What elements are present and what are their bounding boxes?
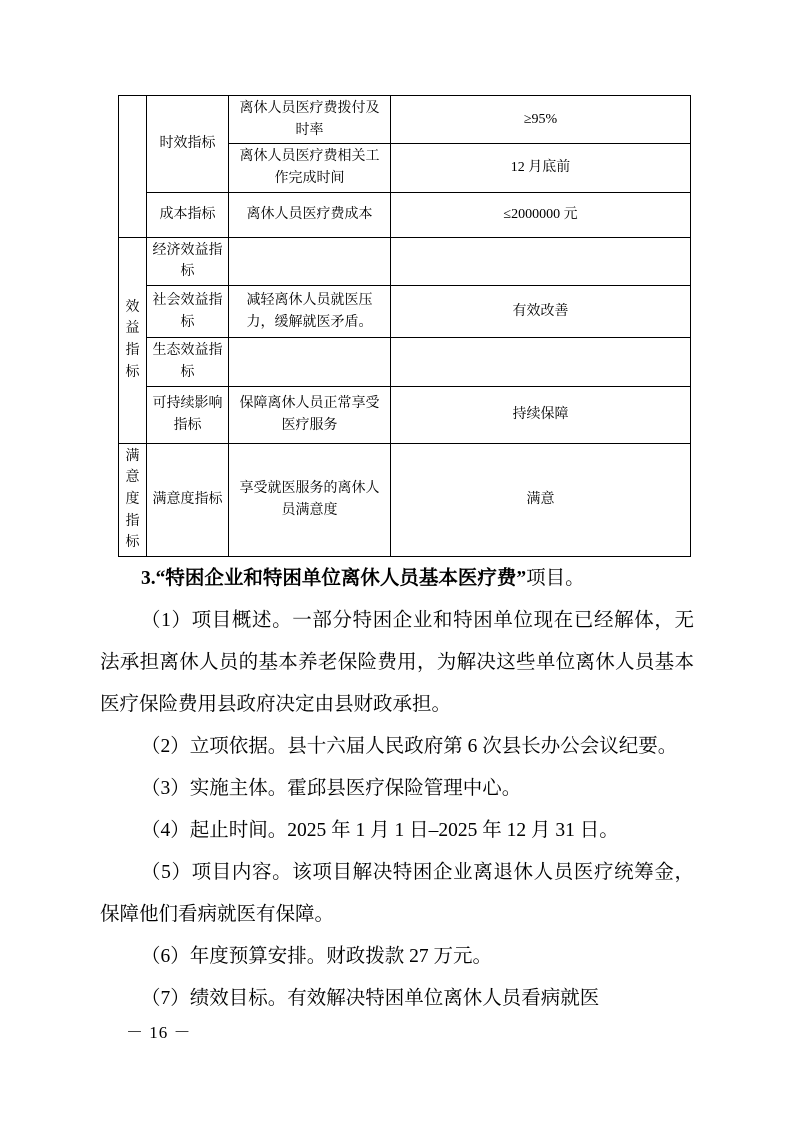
body-text bbox=[100, 558, 694, 1020]
subcategory-cell: 可持续影响指标 bbox=[147, 386, 229, 443]
indicator-cell: 保障离休人员正常享受医疗服务 bbox=[229, 386, 391, 443]
value-cell: 持续保障 bbox=[391, 386, 691, 443]
paragraph: （4）起止时间。2025 年 1 月 1 日–2025 年 12 月 31 日。 bbox=[141, 820, 619, 841]
group-cell-continued bbox=[119, 96, 147, 238]
indicator-cell: 离休人员医疗费成本 bbox=[229, 192, 391, 237]
group-cell-satisfaction: 满意度指标 bbox=[119, 443, 147, 556]
value-cell bbox=[391, 237, 691, 285]
value-cell bbox=[391, 338, 691, 386]
table-row bbox=[119, 286, 691, 338]
table-row bbox=[119, 443, 691, 556]
section-title-tail: 项目。 bbox=[526, 568, 585, 589]
indicator-cell: 离休人员医疗费相关工作完成时间 bbox=[229, 144, 391, 192]
value-cell: 12 月底前 bbox=[391, 144, 691, 192]
indicator-cell: 离休人员医疗费拨付及时率 bbox=[229, 96, 391, 144]
section-title-quoted: “特困企业和特困单位离休人员基本医疗费” bbox=[155, 568, 527, 589]
indicator-cell: 享受就医服务的离休人员满意度 bbox=[229, 443, 391, 556]
section-heading bbox=[100, 558, 694, 600]
section-number: 3. bbox=[141, 568, 156, 589]
paragraph: （3）实施主体。霍邱县医疗保险管理中心。 bbox=[141, 778, 522, 799]
value-cell: 满意 bbox=[391, 443, 691, 556]
paragraph: （2）立项依据。县十六届人民政府第 6 次县长办公会议纪要。 bbox=[141, 736, 678, 757]
subcategory-cell: 生态效益指标 bbox=[147, 338, 229, 386]
value-cell: ≥95% bbox=[391, 96, 691, 144]
paragraph: （6）年度预算安排。财政拨款 27 万元。 bbox=[141, 946, 493, 967]
paragraph: （7）绩效目标。有效解决特困单位离休人员看病就医 bbox=[141, 988, 600, 1009]
subcategory-cell: 成本指标 bbox=[147, 192, 229, 237]
subcategory-cell: 满意度指标 bbox=[147, 443, 229, 556]
subcategory-cell: 时效指标 bbox=[147, 96, 229, 193]
table-row bbox=[119, 192, 691, 237]
group-cell-benefit: 效益指标 bbox=[119, 237, 147, 443]
paragraph: （5）项目内容。该项目解决特困企业离退休人员医疗统筹金，保障他们看病就医有保障。 bbox=[100, 862, 694, 925]
value-cell: ≤2000000 元 bbox=[391, 192, 691, 237]
indicator-cell bbox=[229, 237, 391, 285]
table-row bbox=[119, 237, 691, 285]
indicator-cell bbox=[229, 338, 391, 386]
performance-indicator-table bbox=[118, 95, 691, 557]
table-row bbox=[119, 96, 691, 144]
table-row bbox=[119, 386, 691, 443]
table-row bbox=[119, 338, 691, 386]
indicator-cell: 减轻离休人员就医压力，缓解就医矛盾。 bbox=[229, 286, 391, 338]
page-number: － 16 － bbox=[126, 1023, 192, 1042]
subcategory-cell: 经济效益指标 bbox=[147, 237, 229, 285]
subcategory-cell: 社会效益指标 bbox=[147, 286, 229, 338]
paragraph: （1）项目概述。一部分特困企业和特困单位现在已经解体，无法承担离休人员的基本养老保险费用，为解决这些单位离休人员基本医疗保险费用县政府决定由县财政承担。 bbox=[100, 610, 694, 715]
value-cell: 有效改善 bbox=[391, 286, 691, 338]
